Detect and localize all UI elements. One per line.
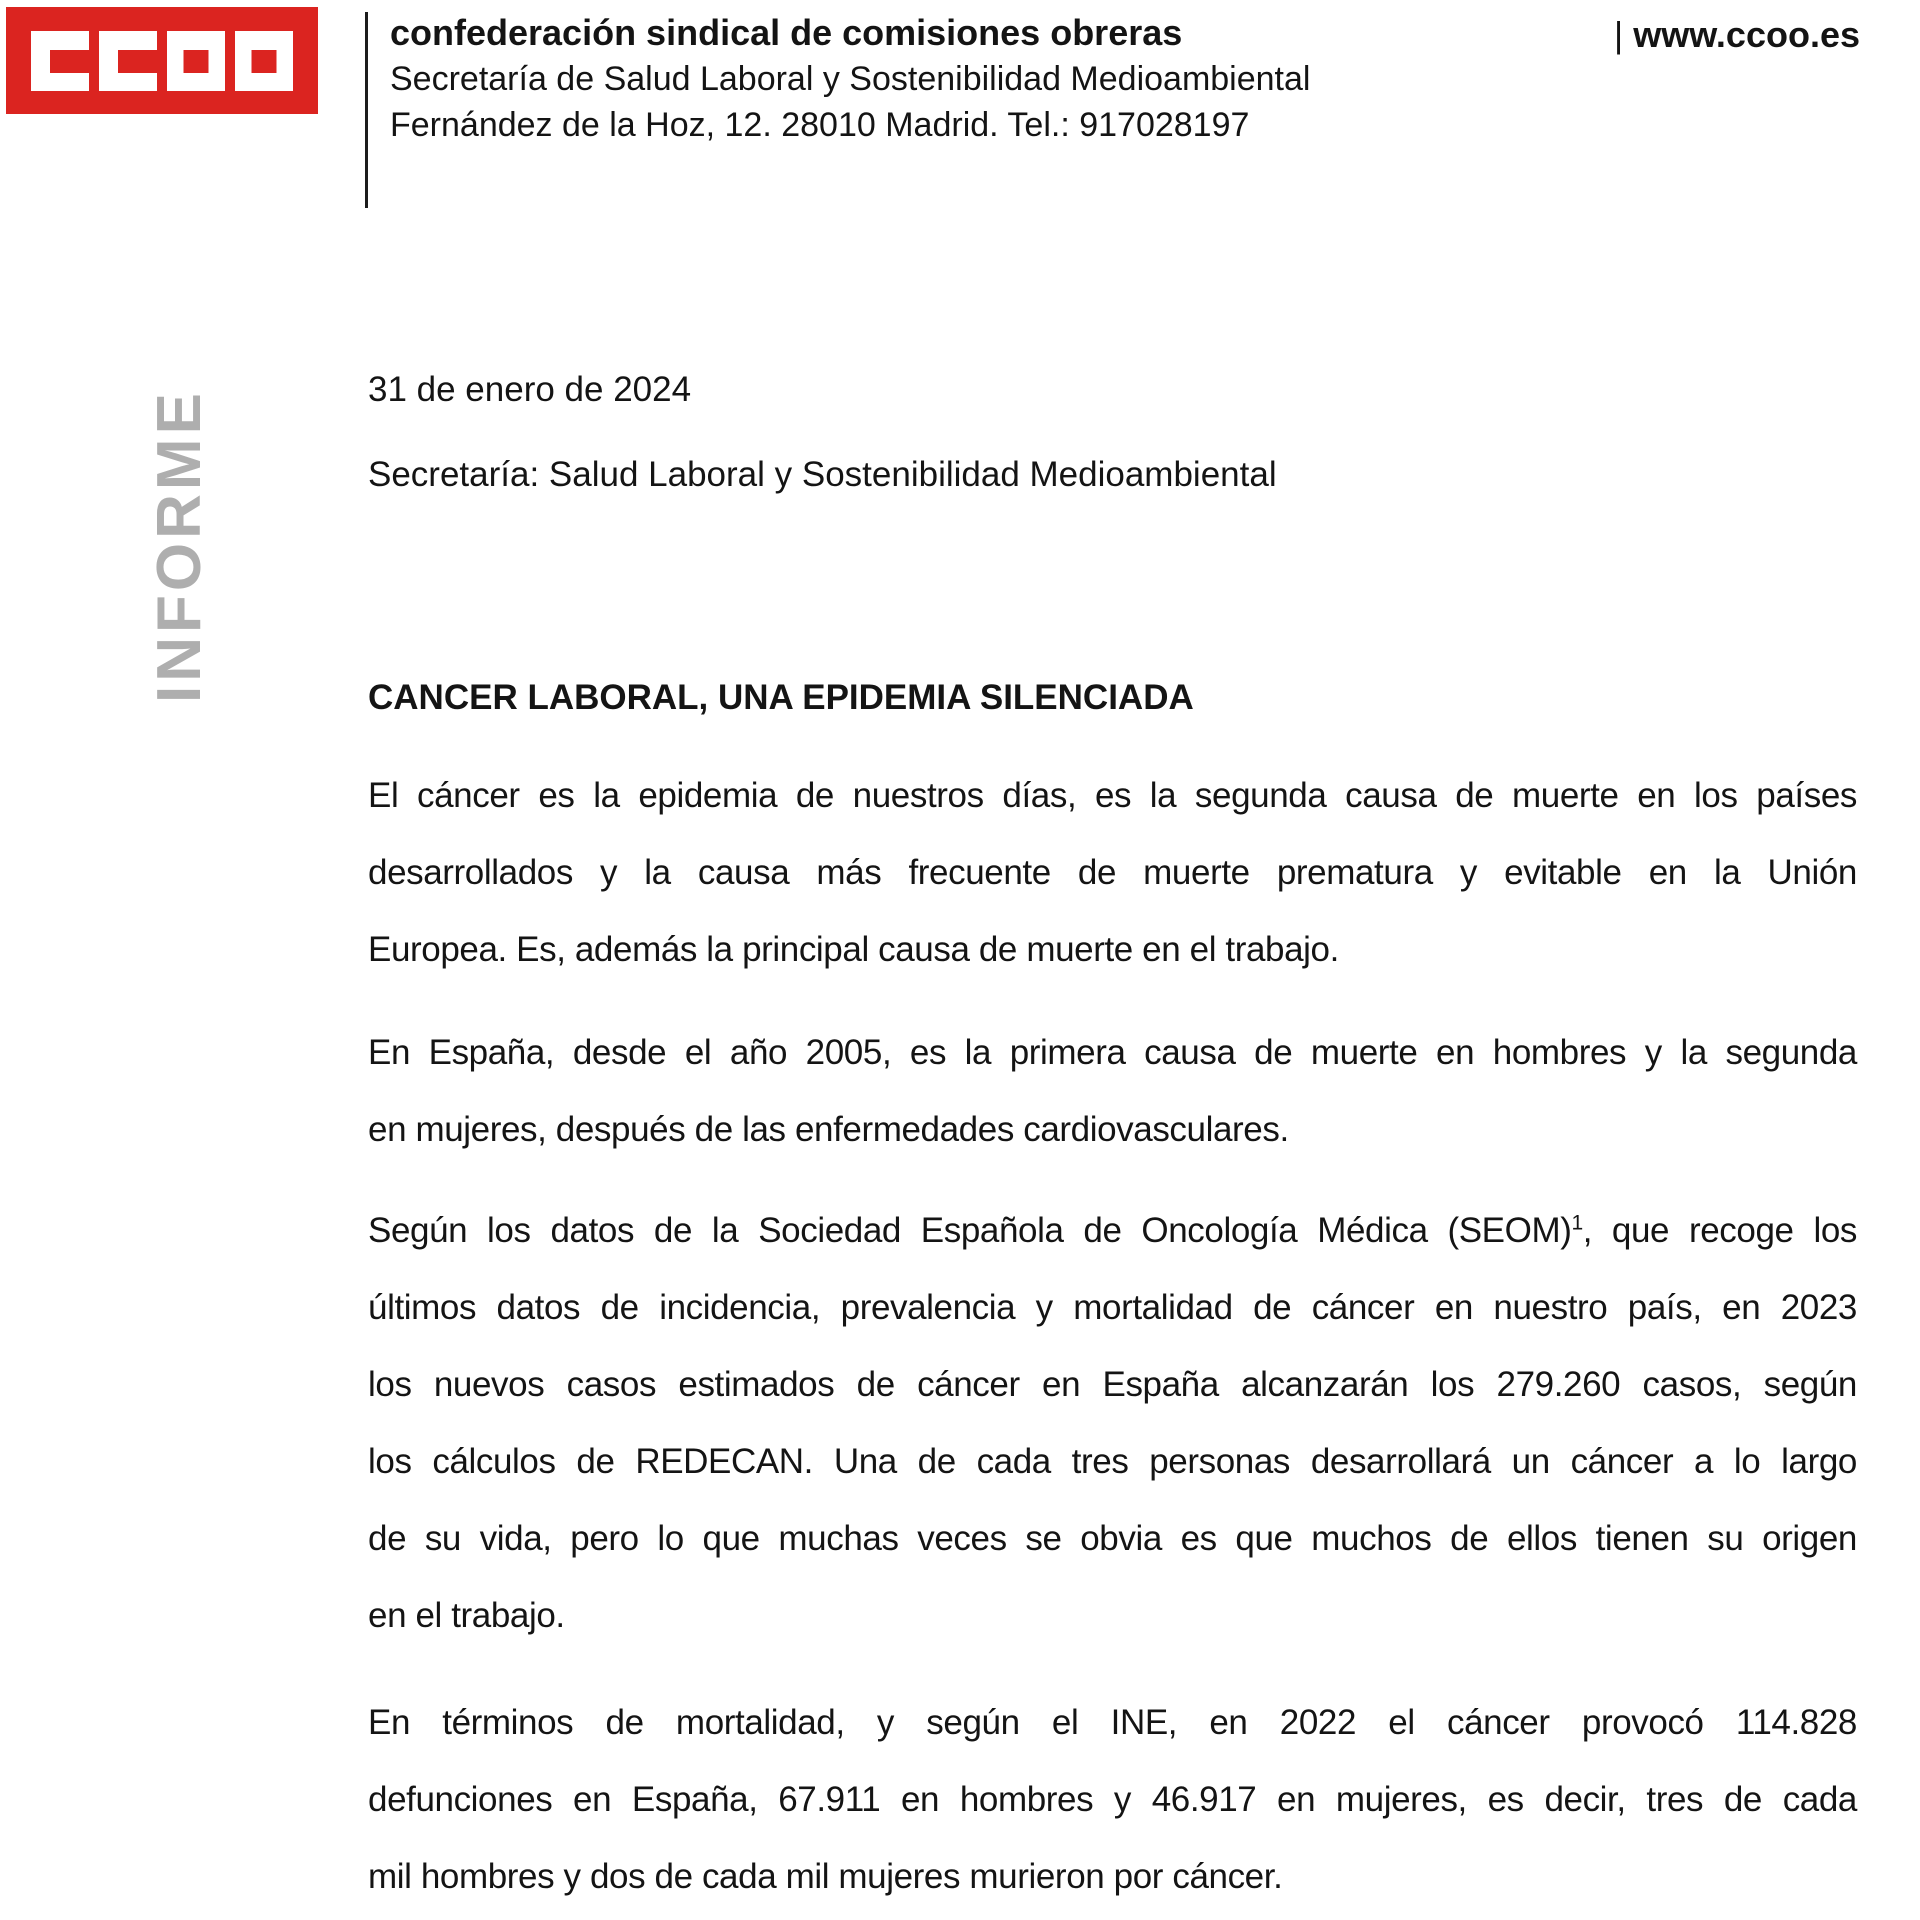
website-separator: |: [1613, 14, 1624, 55]
body-line: mil hombres y dos de cada mil mujeres murieron por cáncer.: [368, 1857, 1283, 1896]
logo-letter-c: [99, 31, 157, 91]
org-name: confederación sindical de comisiones obreras: [390, 12, 1183, 53]
org-department: Secretaría de Salud Laboral y Sostenibilidad Medioambiental: [390, 60, 1311, 98]
body-line: de su vida, pero lo que muchas veces se obvia es que muchos de ellos tienen su origen: [368, 1519, 1857, 1558]
paragraph: [368, 1192, 1857, 1654]
body-line: los cálculos de REDECAN. Una de cada tres personas desarrollará un cáncer a lo largo: [368, 1442, 1857, 1481]
document-title: CANCER LABORAL, UNA EPIDEMIA SILENCIADA: [368, 678, 1194, 717]
logo-letter-hole: [252, 50, 277, 73]
logo-letter-c: [31, 31, 89, 91]
org-address: Fernández de la Hoz, 12. 28010 Madrid. Tel.: 917028197: [390, 106, 1250, 144]
body-line: desarrollados y la causa más frecuente de muerte prematura y evitable en la Unión: [368, 853, 1857, 892]
logo-letter-o: [235, 31, 293, 91]
document-secretariat: Secretaría: Salud Laboral y Sostenibilidad Medioambiental: [368, 455, 1277, 494]
logo-letter-hole: [184, 50, 209, 73]
website-url[interactable]: www.ccoo.es: [1633, 14, 1860, 55]
body-line: últimos datos de incidencia, prevalencia y mortalidad de cáncer en nuestro país, en 2023: [368, 1288, 1857, 1327]
body-line: [368, 1192, 1857, 1269]
logo-letter-o: [167, 31, 225, 91]
footnote-marker: 1: [1571, 1211, 1583, 1235]
logo-letter-notch: [50, 50, 89, 73]
body-line: En términos de mortalidad, y según el INE, en 2022 el cáncer provocó 114.828: [368, 1703, 1857, 1742]
body-line: Europea. Es, además la principal causa de muerte en el trabajo.: [368, 930, 1339, 969]
paragraph: [368, 757, 1857, 988]
header-divider: [365, 12, 368, 208]
body-line-text: , que recoge los: [1582, 1211, 1857, 1250]
ccoo-logo: [6, 7, 318, 114]
document-text: [368, 757, 1857, 1915]
body-line: los nuevos casos estimados de cáncer en España alcanzarán los 279.260 casos, según: [368, 1365, 1857, 1404]
body-line: En España, desde el año 2005, es la primera causa de muerte en hombres y la segunda: [368, 1033, 1857, 1072]
body-line: en el trabajo.: [368, 1596, 565, 1635]
body-line-text: Según los datos de la Sociedad Española de Oncología Médica (SEOM): [368, 1211, 1572, 1250]
paragraph: [368, 1014, 1857, 1168]
body-line: defunciones en España, 67.911 en hombres y 46.917 en mujeres, es decir, tres de cada: [368, 1780, 1857, 1819]
body-line: en mujeres, después de las enfermedades cardiovasculares.: [368, 1110, 1289, 1149]
body-line: El cáncer es la epidemia de nuestros días, es la segunda causa de muerte en los países: [368, 776, 1857, 815]
paragraph: [368, 1684, 1857, 1915]
logo-letter-notch: [118, 50, 157, 73]
website-link[interactable]: [1614, 14, 1860, 56]
informe-watermark: INFORME: [145, 389, 214, 703]
document-date: 31 de enero de 2024: [368, 370, 692, 409]
letterhead-text: [390, 10, 1310, 148]
